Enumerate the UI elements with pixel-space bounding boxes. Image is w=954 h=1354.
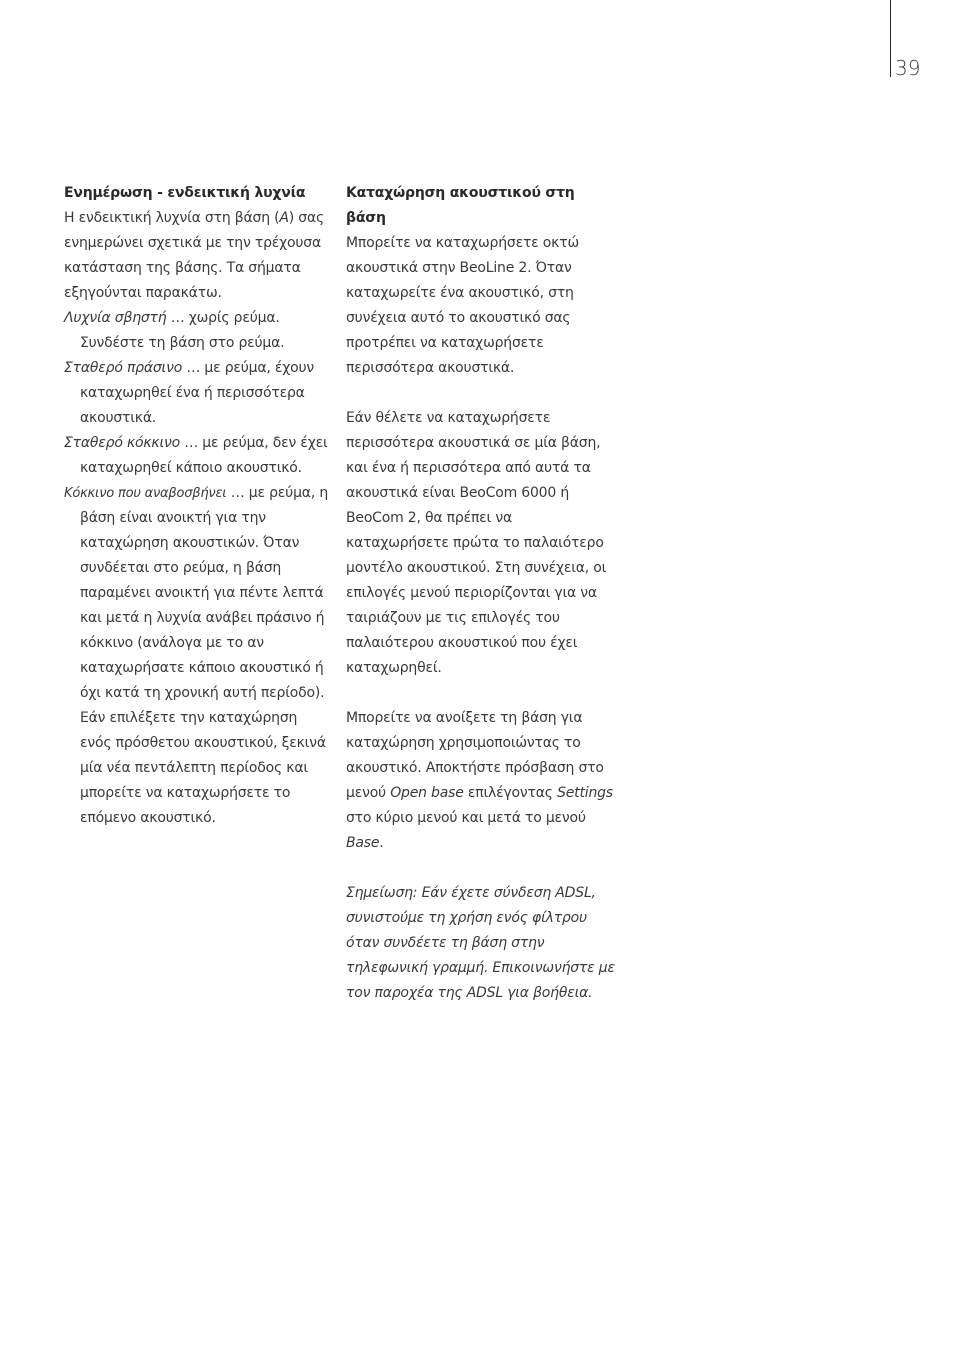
- intro-text-before: Η ενδεικτική λυχνία στη βάση (: [64, 210, 280, 226]
- section-heading-indicator-light: Ενημέρωση - ενδεικτική λυχνία: [64, 185, 306, 201]
- menu-name-base: Base: [346, 835, 380, 851]
- entry-term: Κόκκινο που αναβοσβήνει: [64, 486, 227, 501]
- left-column: [64, 181, 332, 831]
- indicator-entry-flashing-red: [64, 481, 332, 831]
- entry-term: Σταθερό κόκκινο: [64, 435, 180, 451]
- register-paragraph-1: Μπορείτε να καταχωρήσετε οκτώ ακουστικά στην BeoLine 2. Όταν καταχωρείτε ένα ακουστικό, στη συνέχεια αυτό το ακουστικό σας προτρέπει να καταχωρήσετε περισσότερα ακουστικά.: [346, 235, 579, 376]
- section-heading-register-handset: Καταχώρηση ακουστικού στη βάση: [346, 185, 575, 226]
- entry-text: … χωρίς ρεύμα. Συνδέστε τη βάση στο ρεύμα.: [80, 310, 285, 351]
- menu-name-open-base: Open base: [390, 785, 464, 801]
- right-column: [346, 181, 618, 1006]
- indicator-entry-steady-green: [64, 356, 332, 431]
- entry-text: … με ρεύμα, δεν έχει καταχωρηθεί κάποιο ακουστικό.: [80, 435, 328, 476]
- indicator-entry-off: [64, 306, 332, 356]
- intro-ref-letter: A: [279, 210, 289, 226]
- entry-term: Σταθερό πράσινο: [64, 360, 183, 376]
- intro-text-after: ) σας ενημερώνει σχετικά με την τρέχουσα κατάσταση της βάσης. Τα σήματα εξηγούνται παρακάτω.: [64, 210, 325, 301]
- adsl-note: Σημείωση: Εάν έχετε σύνδεση ADSL, συνιστούμε τη χρήση ενός φίλτρου όταν συνδέετε τη βάση στην τηλεφωνική γραμμή. Επικοινωνήστε με τον παροχέα της ADSL για βοήθεια.: [346, 885, 615, 1001]
- para3-text-3: στο κύριο μενού και μετά το μενού: [346, 810, 586, 826]
- page-divider-line: [890, 0, 891, 77]
- entry-text: … με ρεύμα, η βάση είναι ανοικτή για την καταχώρηση ακουστικών. Όταν συνδέεται στο ρεύμα, η βάση παραμένει ανοικτή για πέντε λεπτά και μετά η λυχνία ανάβει πράσινο ή κόκκινο (ανάλογα με το αν καταχωρήσατε κάποιο ακουστικό ή όχι κατά τη χρονική αυτή περίοδο). Εάν επιλέξετε την καταχώρηση ενός πρόσθετου ακουστικού, ξεκινά μία νέα πεντάλεπτη περίοδος και μπορείτε να καταχωρήσετε το επόμενο ακουστικό.: [80, 485, 328, 826]
- para3-text-4: .: [379, 835, 384, 851]
- para3-text-2: επιλέγοντας: [463, 785, 558, 801]
- register-paragraph-2: Εάν θέλετε να καταχωρήσετε περισσότερα ακουστικά σε μία βάση, και ένα ή περισσότερα από αυτά τα ακουστικά είναι BeoCom 6000 ή BeoCom 2, θα πρέπει να καταχωρήσετε πρώτα το παλαιότερο μοντέλο ακουστικού. Στη συνέχεια, οι επιλογές μενού περιορίζονται για να ταιριάζουν με τις επιλογές του παλαιότερου ακουστικού που έχει καταχωρηθεί.: [346, 410, 607, 676]
- indicator-intro-paragraph: [64, 206, 332, 306]
- page-number: 39: [895, 56, 921, 80]
- indicator-entry-steady-red: [64, 431, 332, 481]
- register-paragraph-3: [346, 706, 618, 856]
- entry-text: … με ρεύμα, έχουν καταχωρηθεί ένα ή περισσότερα ακουστικά.: [80, 360, 315, 426]
- para3-text-1: Μπορείτε να ανοίξετε τη βάση για καταχώρηση χρησιμοποιώντας το ακουστικό. Αποκτήστε πρόσβαση στο μενού: [346, 710, 604, 801]
- menu-name-settings: Settings: [557, 785, 613, 801]
- entry-term: Λυχνία σβηστή: [64, 310, 167, 326]
